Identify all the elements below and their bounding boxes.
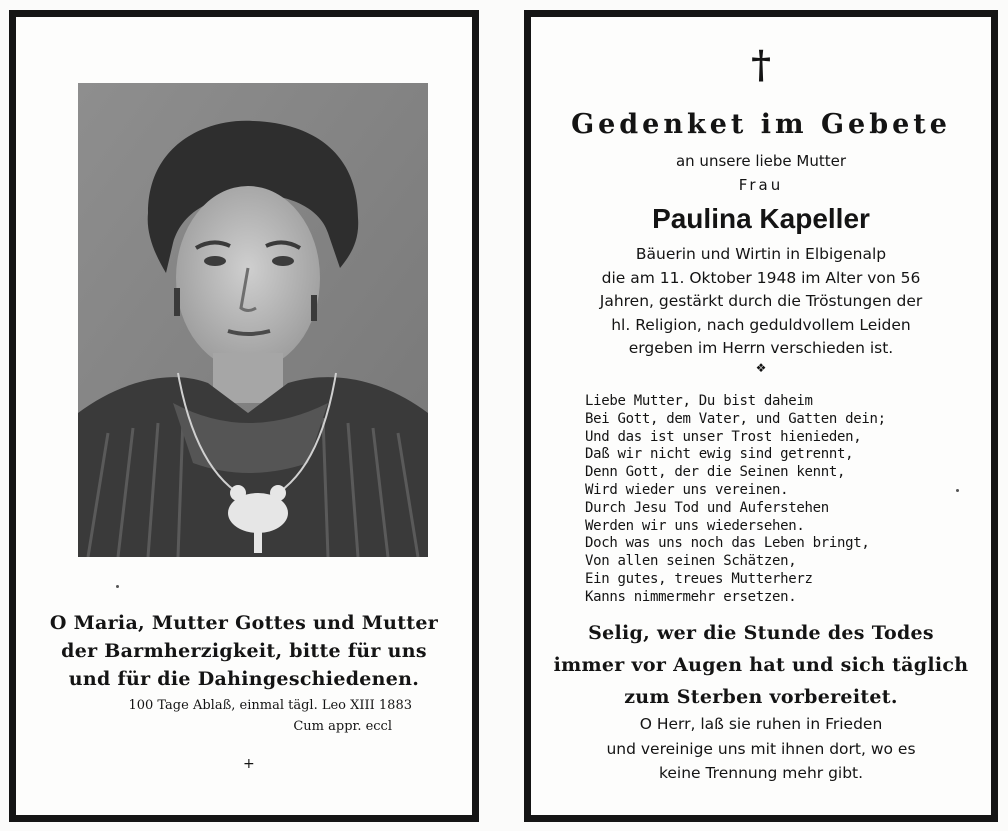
poem-line: Wird wieder uns vereinen. bbox=[585, 481, 789, 498]
indulgence-line: 100 Tage Ablaß, einmal tägl. Leo XIII 1883 bbox=[128, 698, 412, 713]
memorial-card-right bbox=[524, 10, 998, 822]
prayer-line: O Maria, Mutter Gottes und Mutter bbox=[49, 612, 439, 634]
closing-line: O Herr, laß sie ruhen in Frieden bbox=[639, 715, 883, 733]
beatitude-line: zum Sterben vorbereitet. bbox=[624, 686, 898, 708]
small-cross-icon: + bbox=[243, 756, 255, 772]
speck bbox=[116, 585, 119, 588]
bio-line: Bäuerin und Wirtin in Elbigenalp bbox=[635, 245, 887, 263]
title-line: Frau bbox=[738, 176, 784, 194]
closing-line: und vereinige uns mit ihnen dort, wo es bbox=[606, 739, 916, 758]
poem-line: Werden wir uns wiedersehen. bbox=[585, 517, 805, 534]
cross-icon: † bbox=[751, 42, 771, 87]
poem-line: Kanns nimmermehr ersetzen. bbox=[585, 588, 797, 605]
bio-line: hl. Religion, nach geduldvollem Leiden bbox=[611, 315, 911, 334]
poem-line: Doch was uns noch das Leben bringt, bbox=[585, 535, 870, 552]
prayer-line: der Barmherzigkeit, bitte für uns bbox=[61, 640, 427, 662]
beatitude-text bbox=[531, 617, 991, 713]
portrait-photo bbox=[78, 83, 428, 557]
bio-line: die am 11. Oktober 1948 im Alter von 56 bbox=[601, 268, 921, 287]
poem-line: Liebe Mutter, Du bist daheim bbox=[585, 393, 813, 409]
beatitude-line: immer vor Augen hat und sich täglich bbox=[553, 654, 969, 676]
prayer-text bbox=[36, 609, 452, 693]
poem-line: Und das ist unser Trost hienieden, bbox=[585, 428, 862, 445]
bio-line: ergeben im Herrn verschieden ist. bbox=[628, 339, 894, 357]
ornament-icon: ❖ bbox=[755, 361, 767, 375]
deceased-name: Paulina Kapeller bbox=[652, 203, 870, 234]
poem-line: Durch Jesu Tod und Auferstehen bbox=[585, 499, 829, 516]
heading: Gedenket im Gebete bbox=[571, 109, 951, 140]
memorial-card-left bbox=[9, 10, 479, 822]
poem-line: Denn Gott, der die Seinen kennt, bbox=[585, 464, 846, 481]
closing-line: keine Trennung mehr gibt. bbox=[658, 764, 864, 782]
poem-line: Von allen seinen Schätzen, bbox=[585, 553, 797, 570]
beatitude-line: Selig, wer die Stunde des Todes bbox=[588, 622, 934, 644]
poem-line: Ein gutes, treues Mutterherz bbox=[585, 570, 813, 587]
bio-line: Jahren, gestärkt durch die Tröstungen der bbox=[599, 292, 923, 310]
poem-line: Daß wir nicht ewig sind getrennt, bbox=[585, 446, 854, 463]
speck bbox=[956, 489, 959, 492]
dedication-line: an unsere liebe Mutter bbox=[675, 152, 847, 170]
poem-line: Bei Gott, dem Vater, und Gatten dein; bbox=[585, 410, 886, 427]
indulgence-note bbox=[66, 695, 412, 737]
prayer-line: und für die Dahingeschiedenen. bbox=[68, 668, 420, 690]
closing-prayer bbox=[531, 712, 991, 786]
biography bbox=[551, 243, 971, 361]
poem bbox=[585, 393, 886, 607]
approbation-line: Cum appr. eccl bbox=[293, 719, 392, 734]
portrait-woman-image bbox=[78, 83, 428, 557]
